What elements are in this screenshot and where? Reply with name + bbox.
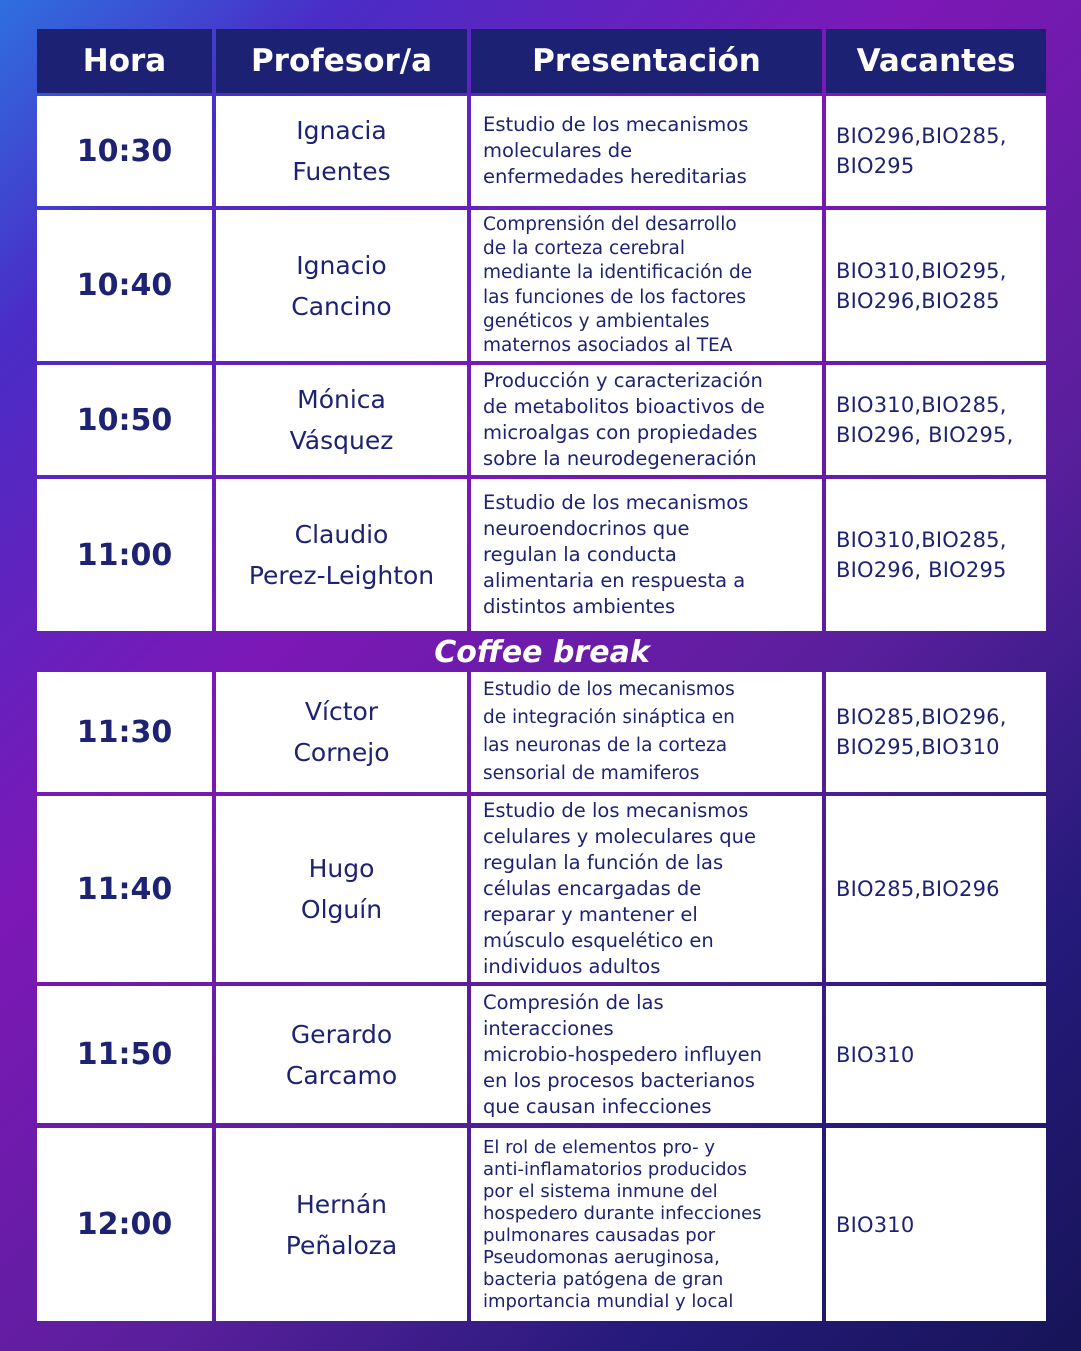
row-vacantes: BIO310,BIO295, BIO296,BIO285 (826, 210, 1046, 361)
row-hora: 12:00 (37, 1128, 212, 1321)
row-vacantes: BIO310,BIO285, BIO296, BIO295 (826, 479, 1046, 631)
row-presentacion: Estudio de los mecanismos neuroendocrinos que regulan la conducta alimentaria en respuesta a distintos ambientes (471, 479, 822, 631)
row-hora: 11:30 (37, 672, 212, 792)
row-vacantes: BIO296,BIO285, BIO295 (826, 96, 1046, 206)
row-hora: 11:00 (37, 479, 212, 631)
row-presentacion: El rol de elementos pro- y anti-inflamatorios producidos por el sistema inmune del hospedero durante infecciones pulmonares causadas por Pseudomonas aeruginosa, bacteria patógena de gran importancia mundial y local (471, 1128, 822, 1321)
row-profesor: Ignacia Fuentes (216, 96, 467, 206)
header-hora: Hora (37, 29, 212, 93)
row-profesor: Ignacio Cancino (216, 210, 467, 361)
row-presentacion: Comprensión del desarrollo de la corteza cerebral mediante la identificación de las funciones de los factores genéticos y ambientales maternos asociados al TEA (471, 210, 822, 361)
row-vacantes: BIO310 (826, 986, 1046, 1123)
row-vacantes: BIO310,BIO285, BIO296, BIO295, (826, 365, 1046, 475)
row-hora: 10:50 (37, 365, 212, 475)
header-presentacion: Presentación (471, 29, 822, 93)
row-profesor: Víctor Cornejo (216, 672, 467, 792)
row-profesor: Hugo Olguín (216, 796, 467, 982)
row-profesor: Claudio Perez-Leighton (216, 479, 467, 631)
row-presentacion: Estudio de los mecanismos de integración sináptica en las neuronas de la corteza sensorial de mamiferos (471, 672, 822, 792)
row-profesor: Mónica Vásquez (216, 365, 467, 475)
row-presentacion: Estudio de los mecanismos moleculares de enfermedades hereditarias (471, 96, 822, 206)
row-vacantes: BIO285,BIO296 (826, 796, 1046, 982)
coffee-break-label: Coffee break (434, 635, 650, 670)
row-presentacion: Estudio de los mecanismos celulares y moleculares que regulan la función de las células encargadas de reparar y mantener el músculo esquelético en individuos adultos (471, 796, 822, 982)
row-hora: 10:30 (37, 96, 212, 206)
header-profesor: Profesor/a (216, 29, 467, 93)
row-vacantes: BIO310 (826, 1128, 1046, 1321)
row-presentacion: Producción y caracterización de metabolitos bioactivos de microalgas con propiedades sobre la neurodegeneración (471, 365, 822, 475)
row-hora: 10:40 (37, 210, 212, 361)
row-presentacion: Compresión de las interacciones microbio-hospedero influyen en los procesos bacterianos que causan infecciones (471, 986, 822, 1123)
row-hora: 11:40 (37, 796, 212, 982)
row-profesor: Gerardo Carcamo (216, 986, 467, 1123)
row-profesor: Hernán Peñaloza (216, 1128, 467, 1321)
row-vacantes: BIO285,BIO296, BIO295,BIO310 (826, 672, 1046, 792)
header-vacantes: Vacantes (826, 29, 1046, 93)
row-hora: 11:50 (37, 986, 212, 1123)
